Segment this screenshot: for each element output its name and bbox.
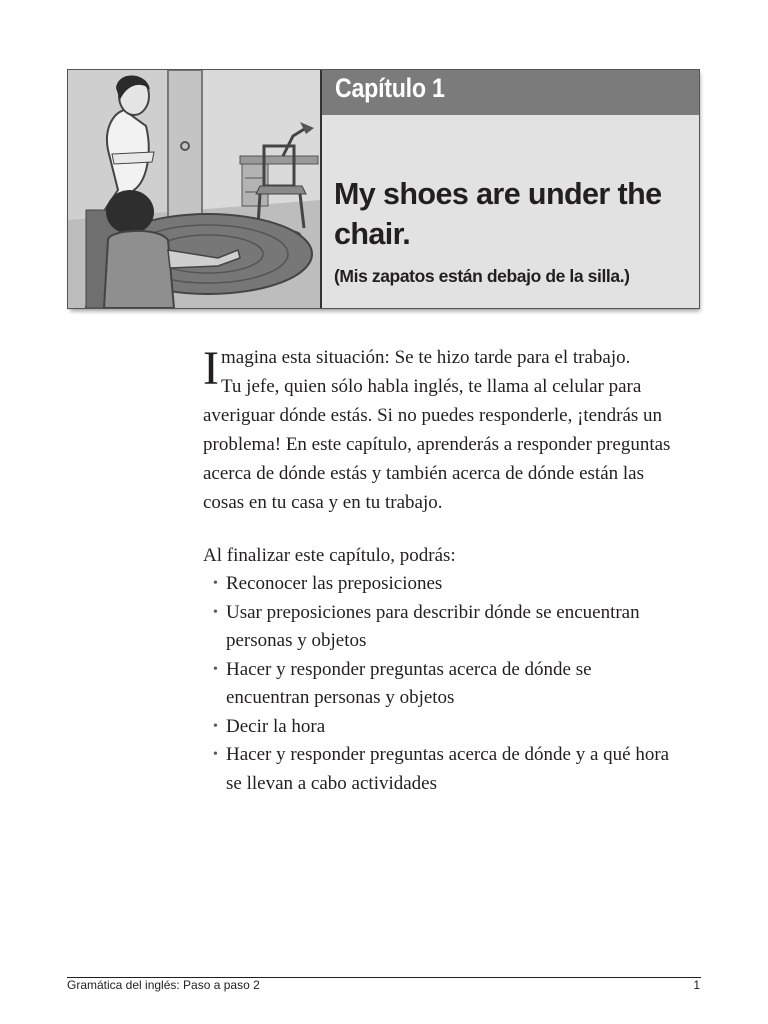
objective-line: Decir la hora (226, 715, 326, 737)
chapter-illustration (68, 70, 322, 308)
objective-item (203, 656, 713, 713)
chapter-title: My shoes are under the chair. (334, 177, 662, 251)
bullet-icon: • (213, 661, 218, 677)
intro-line: magina esta situación: Se te hizo tarde para el trabajo. (220, 347, 631, 368)
intro-line: Tu jefe, quien sólo habla inglés, te llama al celular para (220, 376, 642, 397)
intro-line: cosas en tu casa y en tu trabajo. (203, 492, 443, 513)
objectives-intro: Al finalizar este capítulo, podrás: (203, 545, 456, 566)
objective-line: Usar preposiciones para describir dónde se encuentran (226, 601, 640, 623)
objective-item (203, 570, 713, 599)
objective-item (203, 599, 713, 656)
page-number: 1 (693, 978, 700, 992)
intro-line: averiguar dónde estás. Si no puedes responderle, ¡tendrás un (203, 405, 663, 426)
intro-paragraph (203, 343, 708, 517)
footer-book-title: Gramática del inglés: Paso a paso 2 (67, 978, 260, 992)
chapter-label: Capítulo 1 (335, 73, 445, 103)
chapter-band (322, 70, 699, 115)
objective-item (203, 713, 713, 742)
intro-line: acerca de dónde estás y también acerca de dónde están las (203, 463, 644, 484)
bullet-icon: • (213, 718, 218, 734)
chapter-subtitle: (Mis zapatos están debajo de la silla.) (334, 266, 630, 286)
objective-line: Reconocer las preposiciones (226, 573, 443, 594)
objective-item (203, 741, 713, 798)
drop-cap: I (203, 342, 219, 395)
intro-line: problema! En este capítulo, aprenderás a responder preguntas (203, 434, 671, 455)
bullet-icon: • (213, 604, 218, 620)
objective-line: Hacer y responder preguntas acerca de dónde y a qué hora (226, 744, 670, 765)
objective-line: personas y objetos (226, 630, 367, 651)
objective-line: encuentran personas y objetos (226, 687, 455, 708)
chapter-header (67, 69, 700, 309)
objective-line: Hacer y responder preguntas acerca de dónde se (226, 658, 592, 680)
objectives-list (203, 570, 713, 798)
bullet-icon: • (213, 576, 218, 591)
bullet-icon: • (213, 747, 218, 762)
objective-line: se llevan a cabo actividades (226, 772, 438, 794)
